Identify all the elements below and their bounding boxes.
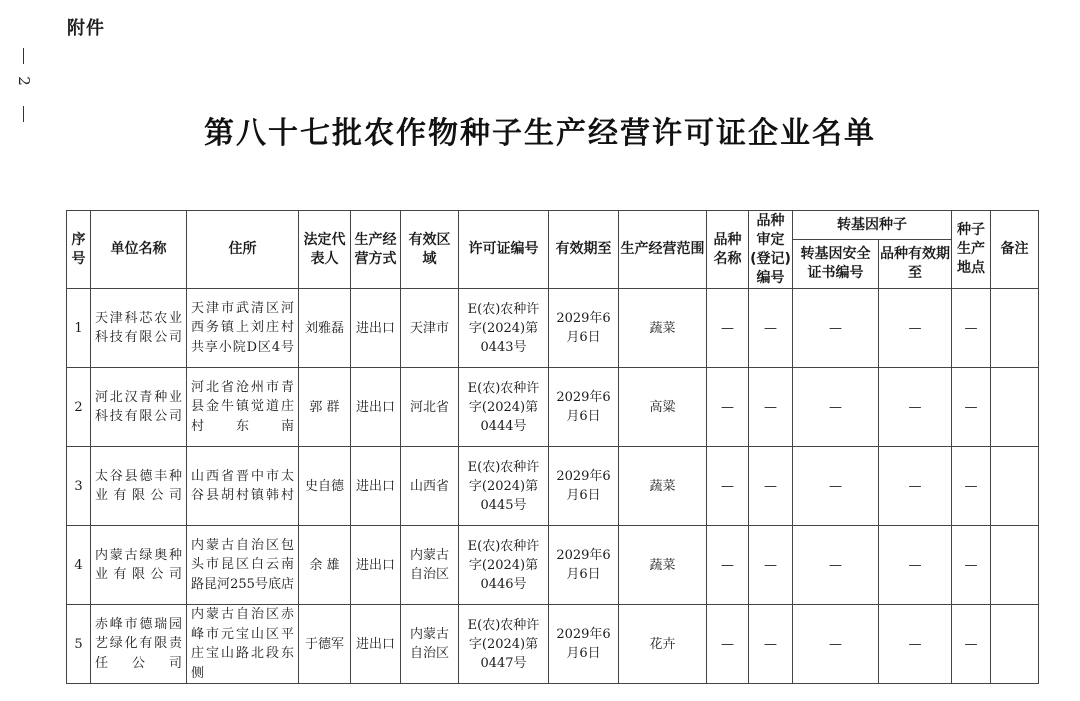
cell-region: 内蒙古自治区 <box>401 605 459 684</box>
table-row <box>67 289 1039 368</box>
header-scope: 生产经营范围 <box>619 211 707 289</box>
header-license-no: 许可证编号 <box>459 211 549 289</box>
cell-gm-variety-valid: — <box>879 289 952 368</box>
cell-valid-until: 2029年6月6日 <box>549 368 619 447</box>
cell-license-no: E(农)农种许字(2024)第0443号 <box>459 289 549 368</box>
cell-legal-rep: 于德军 <box>299 605 351 684</box>
cell-seed-location: — <box>952 368 991 447</box>
cell-variety-name: — <box>707 605 749 684</box>
header-seq: 序号 <box>67 211 91 289</box>
cell-legal-rep: 刘雅磊 <box>299 289 351 368</box>
header-variety-reg-no: 品种审定(登记)编号 <box>749 211 793 289</box>
cell-variety-reg-no: — <box>749 368 793 447</box>
cell-address: 天津市武清区河西务镇上刘庄村共享小院D区4号 <box>187 289 299 368</box>
cell-mode: 进出口 <box>351 605 401 684</box>
cell-gm-cert: — <box>793 289 879 368</box>
cell-seed-location: — <box>952 526 991 605</box>
cell-variety-reg-no: — <box>749 289 793 368</box>
cell-valid-until: 2029年6月6日 <box>549 289 619 368</box>
cell-gm-variety-valid: — <box>879 447 952 526</box>
cell-legal-rep: 郭 群 <box>299 368 351 447</box>
cell-mode: 进出口 <box>351 368 401 447</box>
page-title: 第八十七批农作物种子生产经营许可证企业名单 <box>204 116 876 151</box>
cell-address: 山西省晋中市太谷县胡村镇韩村 <box>187 447 299 526</box>
table-row <box>67 526 1039 605</box>
cell-variety-name: — <box>707 368 749 447</box>
header-mode: 生产经营方式 <box>351 211 401 289</box>
cell-gm-cert: — <box>793 605 879 684</box>
cell-seq: 5 <box>67 605 91 684</box>
header-company: 单位名称 <box>91 211 187 289</box>
header-address: 住所 <box>187 211 299 289</box>
cell-company: 河北汉青种业科技有限公司 <box>91 368 187 447</box>
cell-company: 太谷县德丰种业有限公司 <box>91 447 187 526</box>
cell-variety-name: — <box>707 526 749 605</box>
cell-gm-cert: — <box>793 368 879 447</box>
cell-scope: 蔬菜 <box>619 289 707 368</box>
license-table <box>66 210 1039 684</box>
cell-variety-reg-no: — <box>749 526 793 605</box>
cell-mode: 进出口 <box>351 447 401 526</box>
cell-region: 山西省 <box>401 447 459 526</box>
cell-variety-reg-no: — <box>749 605 793 684</box>
cell-remark <box>991 447 1039 526</box>
table-row <box>67 368 1039 447</box>
header-legal-rep: 法定代表人 <box>299 211 351 289</box>
cell-variety-reg-no: — <box>749 447 793 526</box>
header-gm-cert: 转基因安全证书编号 <box>793 240 879 289</box>
cell-license-no: E(农)农种许字(2024)第0446号 <box>459 526 549 605</box>
cell-company: 赤峰市德瑞园艺绿化有限责任公司 <box>91 605 187 684</box>
cell-license-no: E(农)农种许字(2024)第0447号 <box>459 605 549 684</box>
cell-address: 河北省沧州市青县金牛镇觉道庄村东南 <box>187 368 299 447</box>
cell-remark <box>991 605 1039 684</box>
cell-region: 内蒙古自治区 <box>401 526 459 605</box>
cell-scope: 花卉 <box>619 605 707 684</box>
cell-remark <box>991 368 1039 447</box>
cell-seed-location: — <box>952 447 991 526</box>
cell-remark <box>991 526 1039 605</box>
cell-gm-cert: — <box>793 526 879 605</box>
cell-seq: 4 <box>67 526 91 605</box>
header-valid-until: 有效期至 <box>549 211 619 289</box>
cell-gm-variety-valid: — <box>879 605 952 684</box>
cell-gm-variety-valid: — <box>879 526 952 605</box>
cell-mode: 进出口 <box>351 289 401 368</box>
cell-gm-cert: — <box>793 447 879 526</box>
cell-company: 天津科芯农业科技有限公司 <box>91 289 187 368</box>
cell-seed-location: — <box>952 289 991 368</box>
header-region: 有效区域 <box>401 211 459 289</box>
cell-legal-rep: 史自德 <box>299 447 351 526</box>
cell-mode: 进出口 <box>351 526 401 605</box>
cell-scope: 高粱 <box>619 368 707 447</box>
cell-variety-name: — <box>707 289 749 368</box>
cell-license-no: E(农)农种许字(2024)第0445号 <box>459 447 549 526</box>
header-gm-variety-valid: 品种有效期至 <box>879 240 952 289</box>
cell-valid-until: 2029年6月6日 <box>549 526 619 605</box>
cell-remark <box>991 289 1039 368</box>
cell-gm-variety-valid: — <box>879 368 952 447</box>
cell-company: 内蒙古绿奥种业有限公司 <box>91 526 187 605</box>
page-number-dash-top <box>23 48 24 64</box>
cell-region: 河北省 <box>401 368 459 447</box>
cell-seed-location: — <box>952 605 991 684</box>
header-variety-name: 品种名称 <box>707 211 749 289</box>
page-number-value: 2 <box>15 76 33 86</box>
cell-seq: 1 <box>67 289 91 368</box>
cell-seq: 3 <box>67 447 91 526</box>
cell-variety-name: — <box>707 447 749 526</box>
table-row <box>67 605 1039 684</box>
cell-valid-until: 2029年6月6日 <box>549 605 619 684</box>
attachment-label: 附件 <box>67 18 105 39</box>
cell-valid-until: 2029年6月6日 <box>549 447 619 526</box>
cell-license-no: E(农)农种许字(2024)第0444号 <box>459 368 549 447</box>
cell-region: 天津市 <box>401 289 459 368</box>
cell-scope: 蔬菜 <box>619 526 707 605</box>
header-remark: 备注 <box>991 211 1039 289</box>
cell-legal-rep: 余 雄 <box>299 526 351 605</box>
table-body <box>67 289 1039 684</box>
cell-address: 内蒙古自治区赤峰市元宝山区平庄宝山路北段东侧 <box>187 605 299 684</box>
header-seed-location: 种子生产地点 <box>952 211 991 289</box>
cell-seq: 2 <box>67 368 91 447</box>
cell-scope: 蔬菜 <box>619 447 707 526</box>
cell-address: 内蒙古自治区包头市昆区白云南路昆河255号底店 <box>187 526 299 605</box>
table-row <box>67 447 1039 526</box>
header-gm-group: 转基因种子 <box>793 211 952 240</box>
